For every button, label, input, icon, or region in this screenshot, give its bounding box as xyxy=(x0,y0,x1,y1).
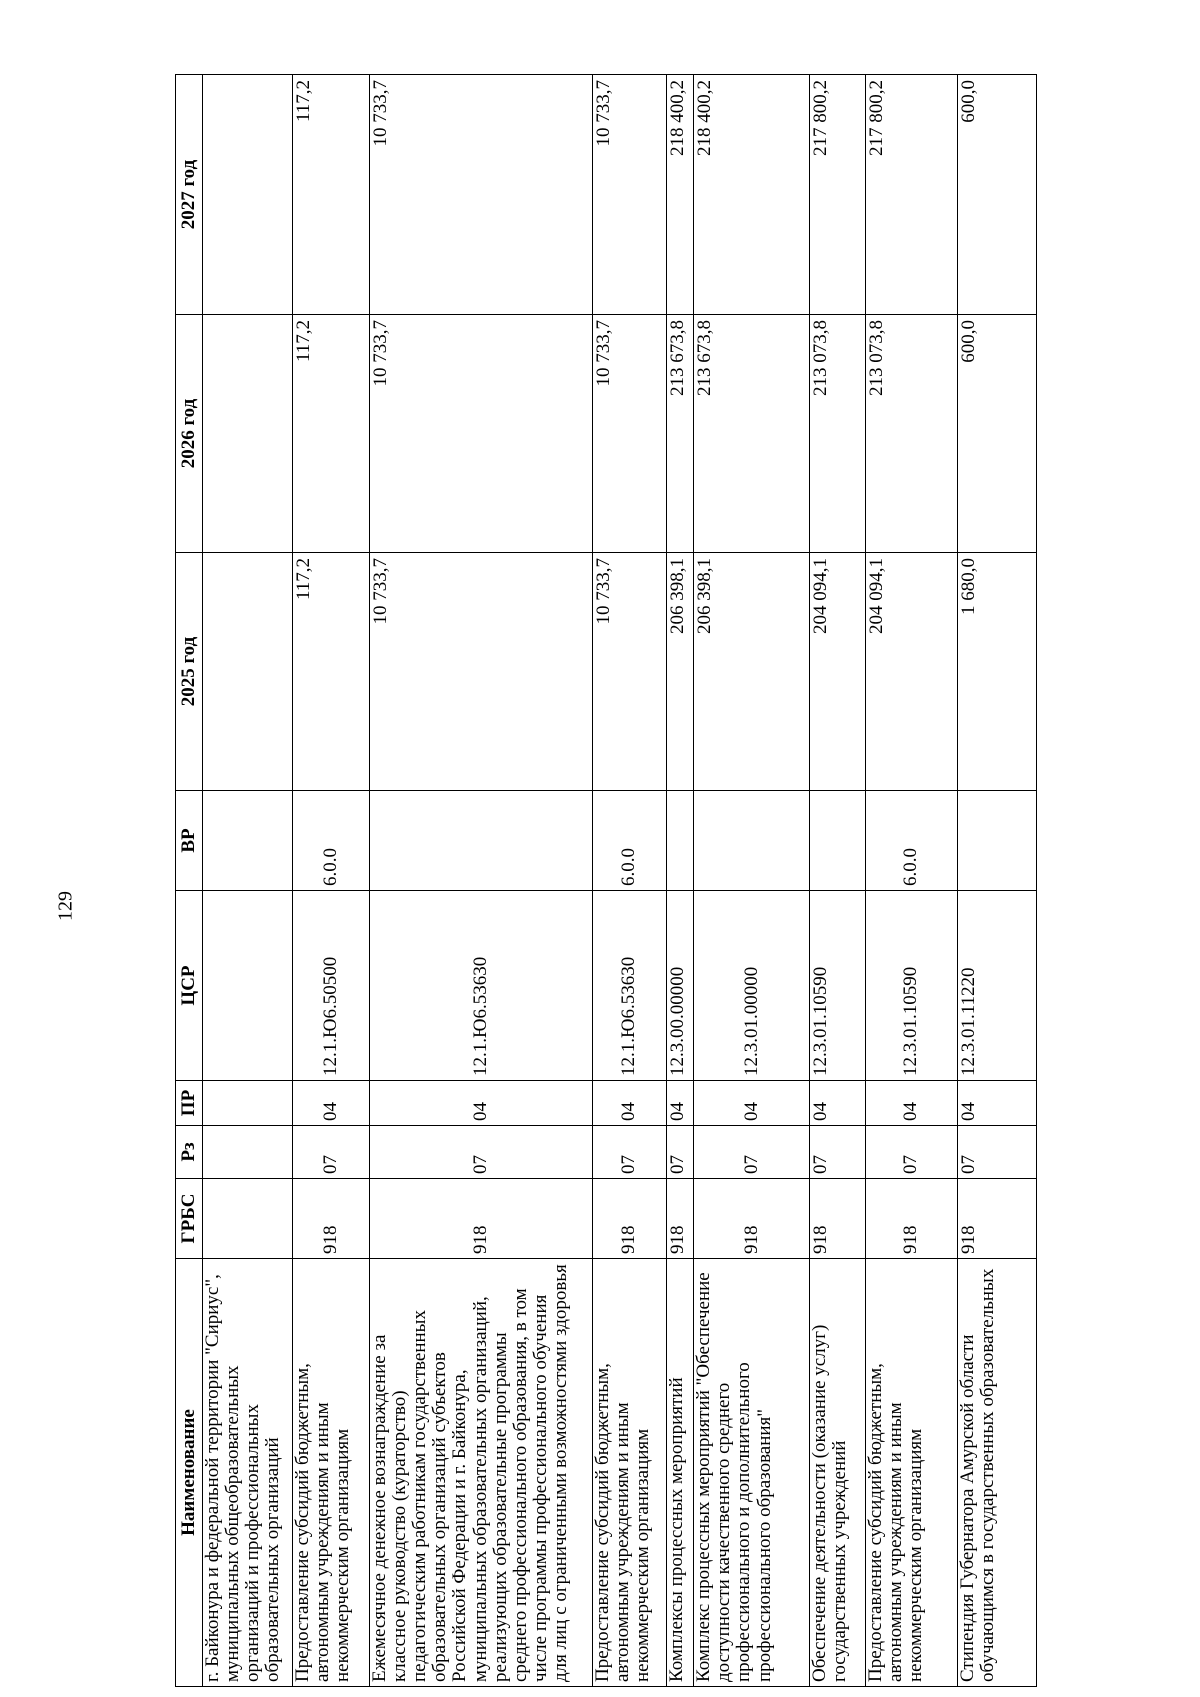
cell-pr: 04 xyxy=(809,1081,865,1126)
cell-2026: 213 673,8 xyxy=(666,315,694,553)
cell-name: г. Байконура и федеральной территории "Сириус", муниципальных общеобразовательных организаций и профессиональных образовательных организаций xyxy=(203,1259,293,1687)
cell-name: Комплекс процессных мероприятий "Обеспечение доступности качественного среднего профессионального и дополнительного профессионального образования" xyxy=(694,1259,810,1687)
header-2025: 2025 год xyxy=(176,553,203,791)
cell-rz: 07 xyxy=(592,1126,666,1179)
cell-rz: 07 xyxy=(369,1126,592,1179)
page-number: 129 xyxy=(54,891,77,921)
cell-rz: 07 xyxy=(666,1126,694,1179)
cell-2026: 117,2 xyxy=(292,315,369,553)
table-row xyxy=(203,75,293,1687)
table-row xyxy=(957,75,1036,1687)
cell-2027: 217 800,2 xyxy=(809,75,865,315)
cell-csr: 12.3.01.10590 xyxy=(866,891,957,1081)
cell-pr: 04 xyxy=(369,1081,592,1126)
header-row xyxy=(176,75,203,1687)
cell-pr: 04 xyxy=(694,1081,810,1126)
cell-2025: 206 398,1 xyxy=(694,553,810,791)
cell-csr: 12.1.Ю6.53630 xyxy=(592,891,666,1081)
cell-csr: 12.1.Ю6.50500 xyxy=(292,891,369,1081)
cell-csr: 12.3.01.10590 xyxy=(809,891,865,1081)
table-row xyxy=(809,75,865,1687)
cell-name: Предоставление субсидий бюджетным, автономным учреждениям и иным некоммерческим организациям xyxy=(592,1259,666,1687)
cell-name: Обеспечение деятельности (оказание услуг) государственных учреждений xyxy=(809,1259,865,1687)
cell-csr: 12.3.01.00000 xyxy=(694,891,810,1081)
cell-2025: 206 398,1 xyxy=(666,553,694,791)
cell-rz: 07 xyxy=(809,1126,865,1179)
cell-vr: 6.0.0 xyxy=(592,791,666,891)
cell-2025: 204 094,1 xyxy=(866,553,957,791)
header-rz: Рз xyxy=(176,1126,203,1179)
cell-grbs: 918 xyxy=(592,1179,666,1259)
cell-2027: 218 400,2 xyxy=(666,75,694,315)
table-row xyxy=(694,75,810,1687)
cell-2025: 117,2 xyxy=(292,553,369,791)
cell-pr: 04 xyxy=(292,1081,369,1126)
cell-vr: 6.0.0 xyxy=(292,791,369,891)
cell-2027: 10 733,7 xyxy=(369,75,592,315)
cell-pr xyxy=(203,1081,293,1126)
cell-grbs xyxy=(203,1179,293,1259)
cell-2027: 10 733,7 xyxy=(592,75,666,315)
cell-grbs: 918 xyxy=(292,1179,369,1259)
cell-2025 xyxy=(203,553,293,791)
cell-vr xyxy=(809,791,865,891)
table-row xyxy=(292,75,369,1687)
header-pr: ПР xyxy=(176,1081,203,1126)
cell-rz: 07 xyxy=(957,1126,1036,1179)
cell-name: Предоставление субсидий бюджетным, автономным учреждениям и иным некоммерческим организациям xyxy=(866,1259,957,1687)
cell-rz: 07 xyxy=(694,1126,810,1179)
cell-2025: 10 733,7 xyxy=(369,553,592,791)
cell-grbs: 918 xyxy=(809,1179,865,1259)
cell-rz xyxy=(203,1126,293,1179)
cell-2026: 600,0 xyxy=(957,315,1036,553)
cell-2026 xyxy=(203,315,293,553)
cell-2027: 217 800,2 xyxy=(866,75,957,315)
cell-2026: 10 733,7 xyxy=(369,315,592,553)
cell-2026: 213 673,8 xyxy=(694,315,810,553)
cell-pr: 04 xyxy=(666,1081,694,1126)
rotated-page xyxy=(175,75,1037,1687)
cell-name: Комплексы процессных мероприятий xyxy=(666,1259,694,1687)
cell-grbs: 918 xyxy=(369,1179,592,1259)
cell-vr xyxy=(694,791,810,891)
table-row xyxy=(666,75,694,1687)
header-name: Наименование xyxy=(176,1259,203,1687)
cell-2026: 213 073,8 xyxy=(809,315,865,553)
cell-vr: 6.0.0 xyxy=(866,791,957,891)
cell-2026: 10 733,7 xyxy=(592,315,666,553)
cell-pr: 04 xyxy=(957,1081,1036,1126)
header-grbs: ГРБС xyxy=(176,1179,203,1259)
cell-2025: 10 733,7 xyxy=(592,553,666,791)
cell-name: Стипендия Губернатора Амурской области обучающимся в государственных образовательных xyxy=(957,1259,1036,1687)
cell-vr xyxy=(957,791,1036,891)
cell-grbs: 918 xyxy=(694,1179,810,1259)
cell-csr: 12.3.01.11220 xyxy=(957,891,1036,1081)
table-row xyxy=(592,75,666,1687)
cell-2027 xyxy=(203,75,293,315)
header-2026: 2026 год xyxy=(176,315,203,553)
cell-2027: 600,0 xyxy=(957,75,1036,315)
cell-csr: 12.3.00.00000 xyxy=(666,891,694,1081)
cell-rz: 07 xyxy=(866,1126,957,1179)
cell-2027: 117,2 xyxy=(292,75,369,315)
cell-rz: 07 xyxy=(292,1126,369,1179)
cell-pr: 04 xyxy=(866,1081,957,1126)
table-row xyxy=(866,75,957,1687)
cell-2026: 213 073,8 xyxy=(866,315,957,553)
cell-vr xyxy=(666,791,694,891)
cell-name: Ежемесячное денежное вознаграждение за классное руководство (кураторство) педагогическим работникам государственных образовательных организаций субъектов Российской Федерации и г. Байконура, муниципальных образовательных организаций, реализующих образовательные программы среднего профессионального образования, в том числе программы профессионального обучения для лиц с ограниченными возможностями здоровья xyxy=(369,1259,592,1687)
budget-table xyxy=(175,74,1037,1687)
header-2027: 2027 год xyxy=(176,75,203,315)
cell-grbs: 918 xyxy=(866,1179,957,1259)
header-vr: ВР xyxy=(176,791,203,891)
cell-csr: 12.1.Ю6.53630 xyxy=(369,891,592,1081)
cell-2025: 1 680,0 xyxy=(957,553,1036,791)
cell-pr: 04 xyxy=(592,1081,666,1126)
cell-vr xyxy=(203,791,293,891)
cell-2027: 218 400,2 xyxy=(694,75,810,315)
cell-csr xyxy=(203,891,293,1081)
cell-2025: 204 094,1 xyxy=(809,553,865,791)
cell-vr xyxy=(369,791,592,891)
cell-grbs: 918 xyxy=(666,1179,694,1259)
cell-grbs: 918 xyxy=(957,1179,1036,1259)
cell-name: Предоставление субсидий бюджетным, автономным учреждениям и иным некоммерческим организациям xyxy=(292,1259,369,1687)
header-csr: ЦСР xyxy=(176,891,203,1081)
table-row xyxy=(369,75,592,1687)
